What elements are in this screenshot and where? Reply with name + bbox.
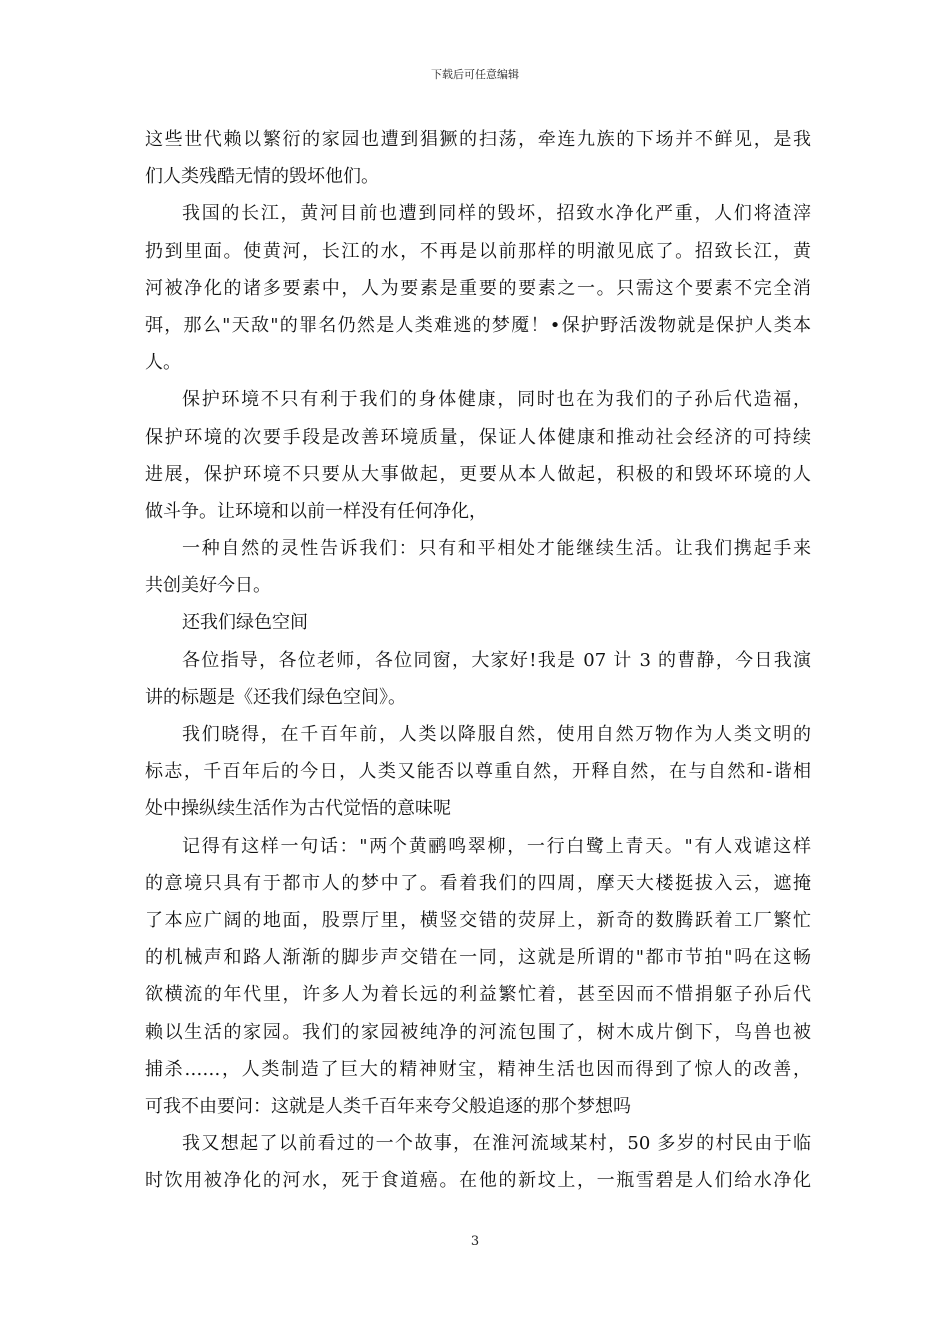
text-line: 时饮用被净化的河水，死于食道癌。在他的新坟上，一瓶雪碧是人们给水净化 bbox=[145, 1170, 811, 1192]
text-line: 我又想起了以前看过的一个故事，在淮河流域某村，50 多岁的村民由于临 bbox=[182, 1133, 811, 1155]
page-header: 下载后可任意编辑 bbox=[431, 68, 519, 81]
text-line: 做斗争。让环境和以前一样没有任何净化， bbox=[145, 500, 487, 522]
text-line: 捕杀……，人类制造了巨大的精神财宝，精神生活也因而得到了惊人的改善， bbox=[145, 1058, 811, 1080]
text-line: 们人类残酷无情的毁坏他们。 bbox=[145, 166, 379, 188]
text-line: 这些世代赖以繁衍的家园也遭到猖獗的扫荡，牵连九族的下场并不鲜见，是我 bbox=[145, 129, 811, 150]
text-line: 一种自然的灵性告诉我们：只有和平相处才能继续生活。让我们携起手来 bbox=[182, 538, 811, 560]
text-line: 进展，保护环境不只要从大事做起，更要从本人做起，积极的和毁坏环境的人 bbox=[145, 463, 811, 485]
text-line: 记得有这样一句话："两个黄鹂鸣翠柳，一行白鹭上青天。"有人戏谑这样 bbox=[182, 835, 811, 857]
text-line: 的机械声和路人渐渐的脚步声交错在一同，这就是所谓的"都市节拍"吗在这畅 bbox=[145, 947, 811, 969]
document-body bbox=[145, 121, 811, 1199]
text-line: 欲横流的年代里，许多人为着长远的利益繁忙着，甚至因而不惜捐躯子孙后代 bbox=[145, 984, 811, 1006]
text-line: 河被净化的诸多要素中，人为要素是重要的要素之一。只需这个要素不完全消 bbox=[145, 277, 811, 299]
text-line: 扔到里面。使黄河，长江的水，不再是以前那样的明澈见底了。招致长江，黄 bbox=[145, 240, 811, 262]
text-line: 我们晓得，在千百年前，人类以降服自然，使用自然万物作为人类文明的 bbox=[182, 724, 811, 745]
text-line: 讲的标题是《还我们绿色空间》。 bbox=[145, 686, 406, 708]
text-line: 保护环境不只有利于我们的身体健康，同时也在为我们的子孙后代造福， bbox=[182, 389, 811, 411]
text-line: 还我们绿色空间 bbox=[182, 612, 308, 634]
text-line: 共创美好今日。 bbox=[145, 575, 271, 597]
text-line: 赖以生活的家园。我们的家园被纯净的河流包围了，树木成片倒下，鸟兽也被 bbox=[145, 1021, 811, 1043]
page-number: 3 bbox=[470, 1234, 480, 1249]
text-line: 弭，那么"天敌"的罪名仍然是人类难逃的梦魇！•保护野活泼物就是保护人类本 bbox=[145, 314, 811, 336]
text-line: 保护环境的次要手段是改善环境质量，保证人体健康和推动社会经济的可持续 bbox=[145, 426, 811, 448]
text-line: 处中操纵续生活作为古代觉悟的意味呢 bbox=[145, 798, 451, 820]
text-line: 标志，千百年后的今日，人类又能否以尊重自然，开释自然，在与自然和-谐相 bbox=[145, 761, 811, 783]
text-line: 人。 bbox=[145, 352, 181, 374]
text-line: 我国的长江，黄河目前也遭到同样的毁坏，招致水净化严重，人们将渣滓 bbox=[182, 203, 811, 225]
text-line: 各位指导，各位老师，各位同窗，大家好!我是 07 计 3 的曹静，今日我演 bbox=[182, 649, 811, 671]
text-line: 了本应广阔的地面，股票厅里，横竖交错的荧屏上，新奇的数腾跃着工厂繁忙 bbox=[145, 909, 811, 931]
text-line: 的意境只具有于都市人的梦中了。看着我们的四周，摩天大楼挺拔入云，遮掩 bbox=[145, 872, 811, 894]
text-line: 可我不由要问：这就是人类千百年来夸父般追逐的那个梦想吗 bbox=[145, 1095, 631, 1117]
